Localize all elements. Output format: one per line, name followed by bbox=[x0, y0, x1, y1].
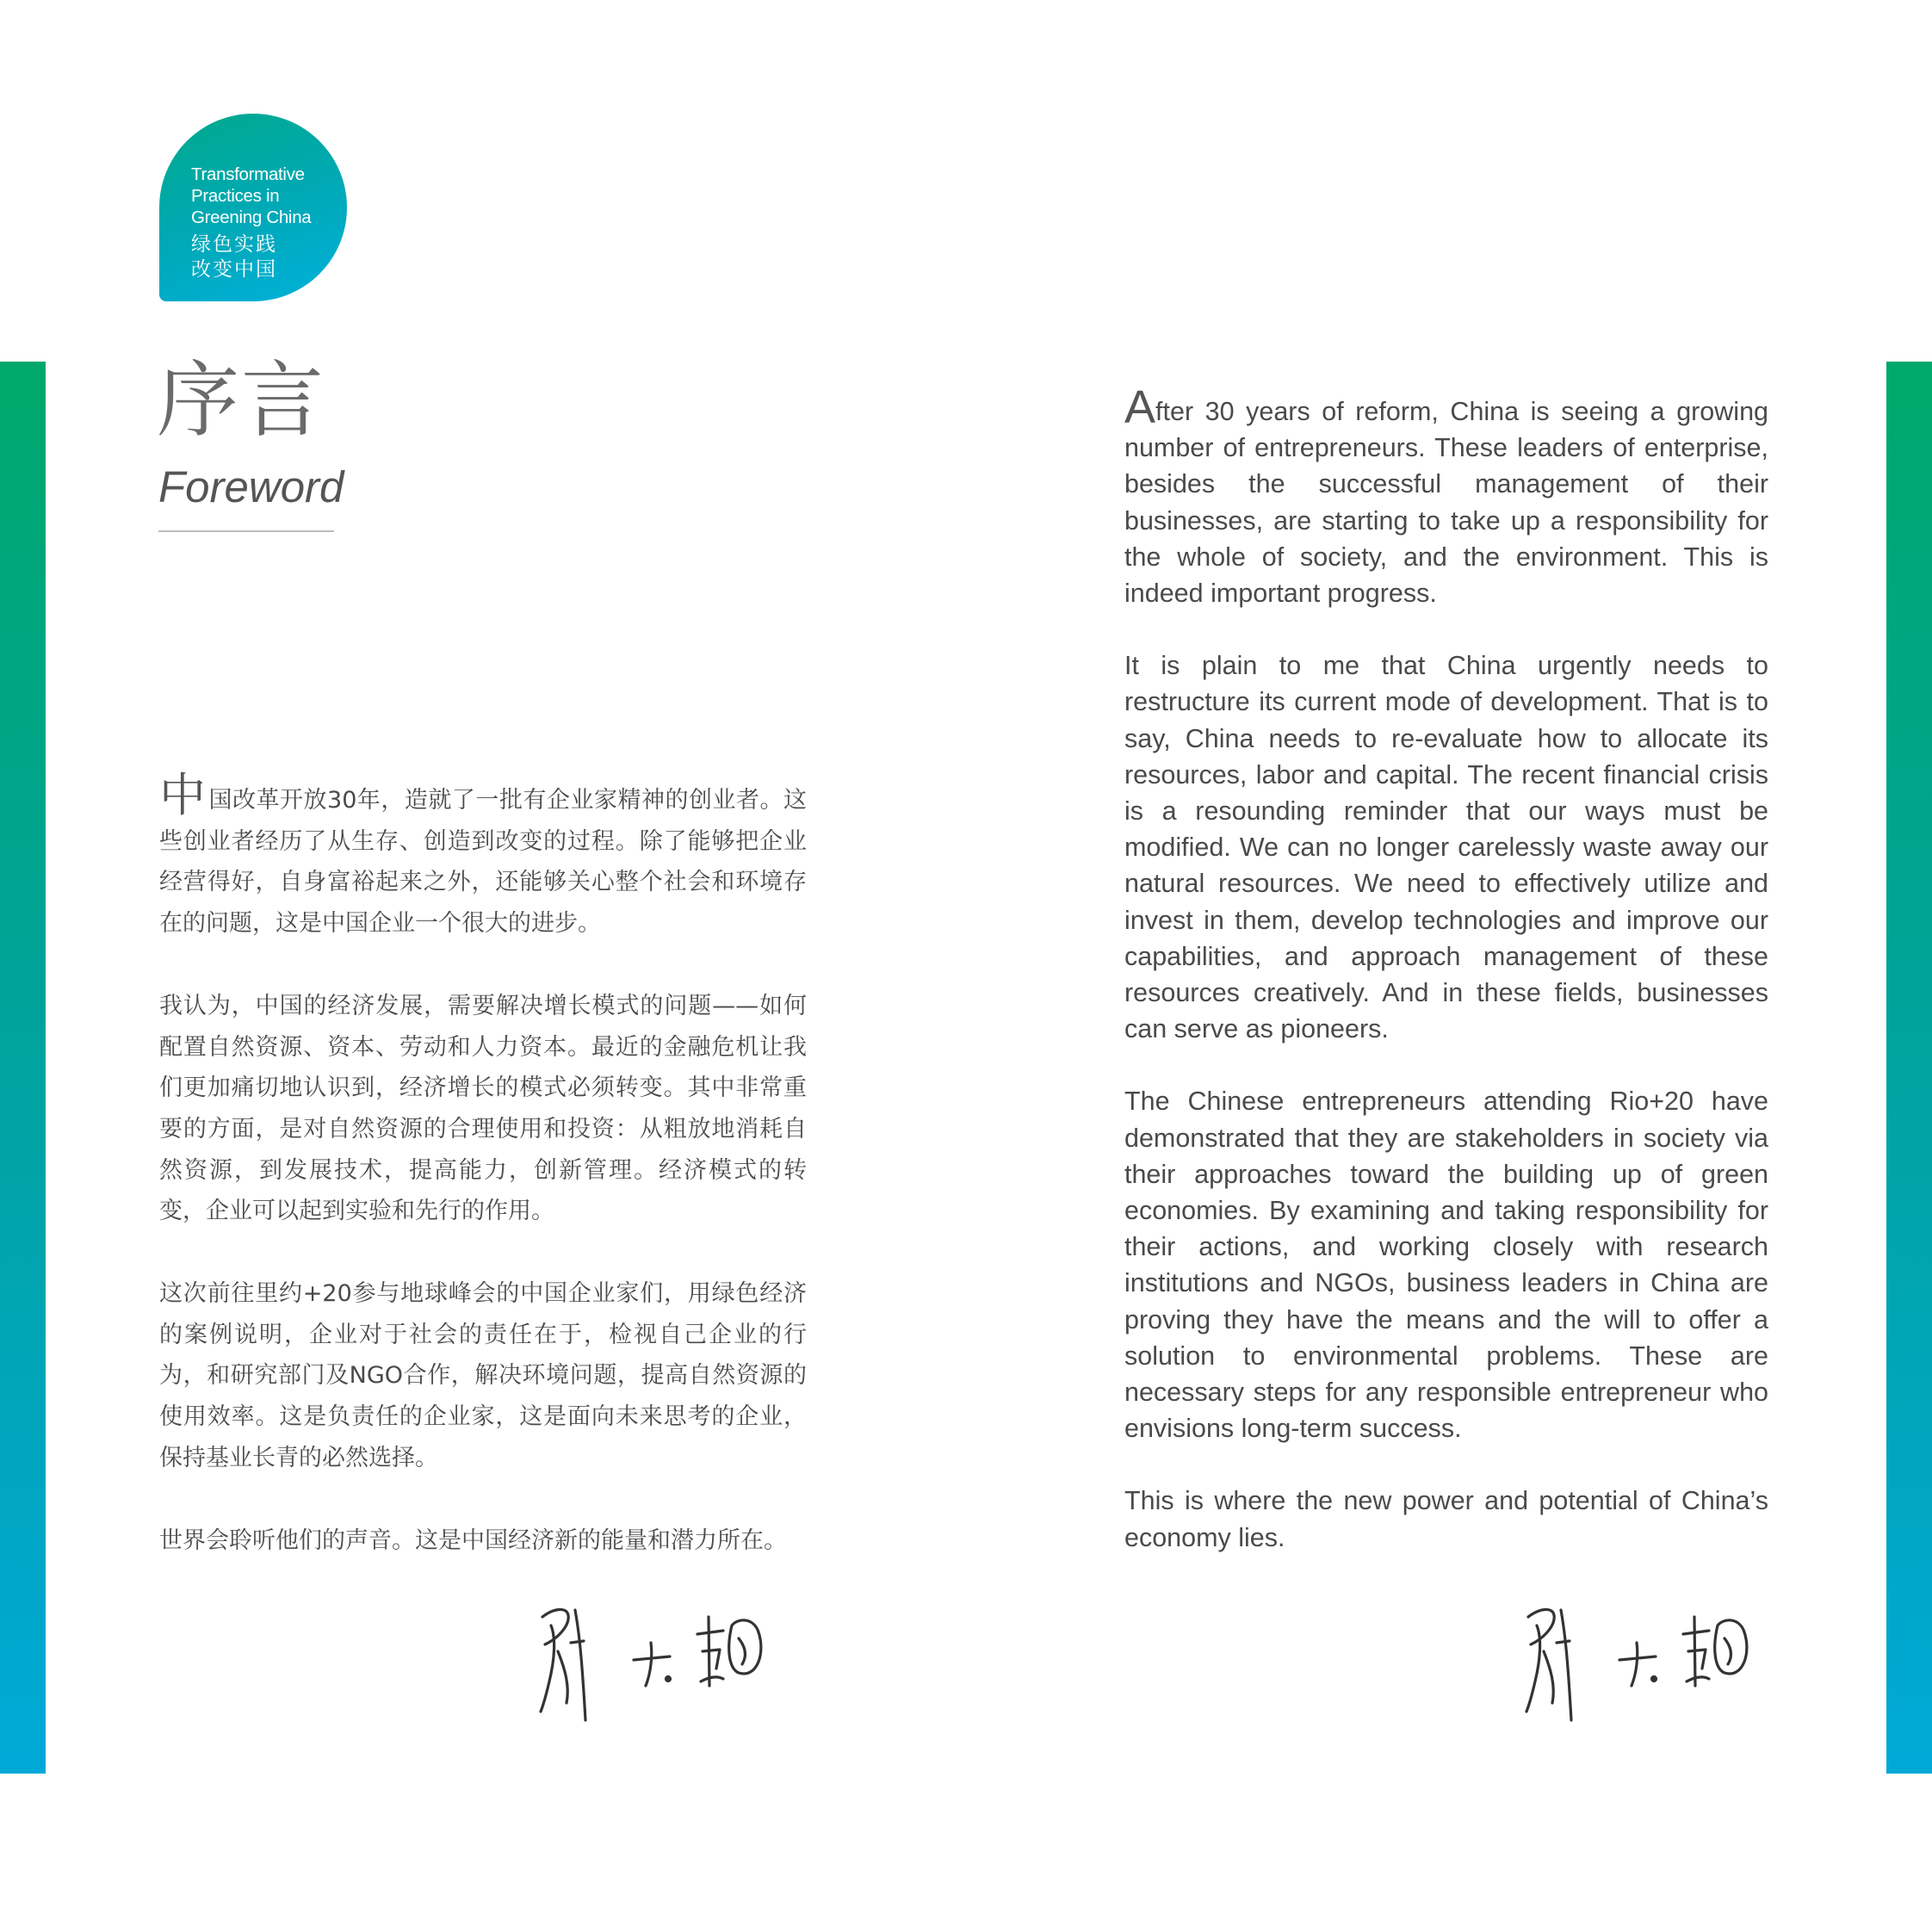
zh-paragraph-1-text: 国改革开放30年，造就了一批有企业家精神的创业者。这些创业者经历了从生存、创造到改变的过程。除了能够把企业经营得好，自身富裕起来之外，还能够关心整个社会和环境存在的问题，这是中国企业一个很大的进步。 bbox=[159, 787, 808, 938]
right-accent-bar bbox=[1886, 362, 1932, 1774]
chinese-foreword bbox=[159, 768, 808, 1602]
english-foreword bbox=[1124, 381, 1768, 1592]
en-drop-cap: A bbox=[1124, 381, 1156, 433]
en-paragraph-2: It is plain to me that China urgently needs to restructure its current mode of development. That is to say, China needs to re-evaluate how to allocate its resources, labor and capital. The recent financial crisis is a resounding reminder that our ways must be modified. We can no longer carelessly waste away our natural resources. We need to effectively utilize and invest in them, develop technologies and improve our capabilities, and approach management of these resources creatively. And in these fields, businesses can serve as pioneers. bbox=[1124, 651, 1768, 1044]
badge-line-1: Transformative bbox=[191, 164, 305, 184]
en-paragraph-1-text: fter 30 years of reform, China is seeing a growing number of entrepreneurs. These leaders of enterprise, besides the successful management of their businesses, are starting to take up a responsibility for the whole of society, and the environment. This is indeed important progress. bbox=[1124, 397, 1768, 609]
zh-paragraph-1 bbox=[159, 768, 808, 944]
zh-paragraph-3: 这次前往里约+20参与地球峰会的中国企业家们，用绿色经济的案例说明，企业对于社会的责任在于，检视自己企业的行为，和研究部门及NGO合作，解决环境问题，提高自然资源的使用效率。这是负责任的企业家，这是面向未来思考的企业，保持基业长青的必然选择。 bbox=[159, 1280, 807, 1471]
badge-zh-2: 改变中国 bbox=[191, 257, 277, 280]
page-title-zh: 序言 bbox=[157, 352, 325, 449]
page-title-en: Foreword bbox=[158, 462, 344, 511]
badge-line-3: Greening China bbox=[191, 207, 312, 227]
badge-line-2: Practices in bbox=[191, 186, 280, 206]
title-divider bbox=[158, 530, 334, 532]
left-accent-bar bbox=[0, 362, 46, 1774]
en-paragraph-3: The Chinese entrepreneurs attending Rio+20 have demonstrated that they are stakeholders in society via their approaches toward the building up of green economies. By examining and taking responsibility for their actions, and working closely with research institutions and NGOs, business leaders in China are proving they have the means and the will to offer a solution to environmental problems. These are necessary steps for any responsible entrepreneur who envisions long-term success. bbox=[1124, 1087, 1768, 1444]
zh-paragraph-2: 我认为，中国的经济发展，需要解决增长模式的问题——如何配置自然资源、资本、劳动和人力资本。最近的金融危机让我们更加痛切地认识到，经济增长的模式必须转变。其中非常重要的方面，是对自然资源的合理使用和投资：从粗放地消耗自然资源，到发展技术，提高能力，创新管理。经济模式的转变，企业可以起到实验和先行的作用。 bbox=[159, 992, 807, 1225]
zh-drop-cap: 中 bbox=[159, 768, 207, 822]
zh-paragraph-4: 世界会聆听他们的声音。这是中国经济新的能量和潜力所在。 bbox=[159, 1526, 787, 1554]
signature-right bbox=[1518, 1600, 1768, 1729]
en-paragraph-1 bbox=[1124, 381, 1768, 611]
series-badge bbox=[159, 114, 347, 301]
signature-left bbox=[532, 1600, 782, 1729]
badge-zh-1: 绿色实践 bbox=[191, 232, 277, 255]
en-paragraph-4: This is where the new power and potential of China’s economy lies. bbox=[1124, 1486, 1768, 1552]
